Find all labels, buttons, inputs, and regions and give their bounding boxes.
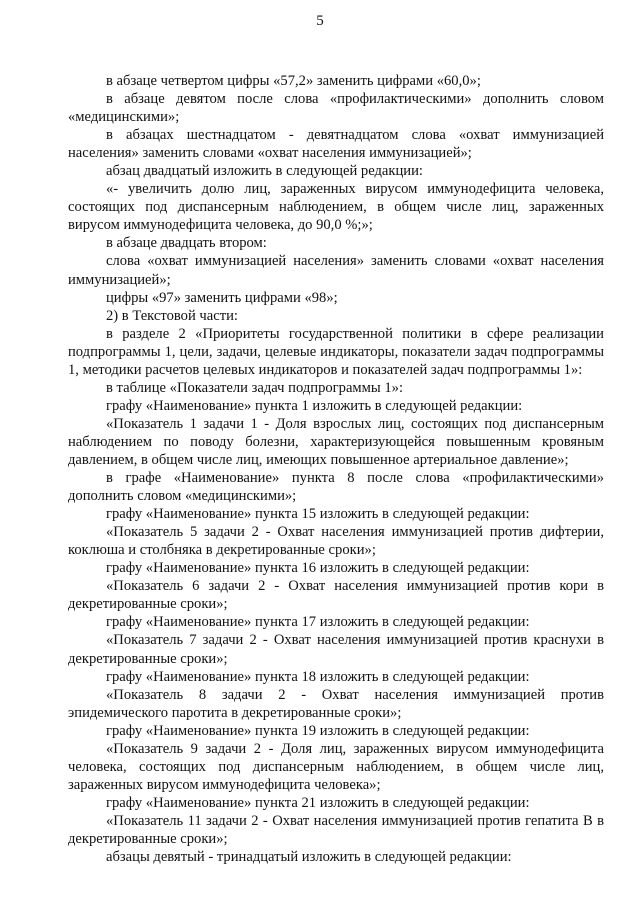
paragraph: графу «Наименование» пункта 15 изложить в следующей редакции: xyxy=(106,506,530,523)
paragraph: «Показатель 1 задачи 1 - Доля взрослых лиц, состоящих под диспансерным наблюдением по поводу болезни, характеризующейся повышенным кровяным давлением, в общем числе лиц, имеющих повышенное артериальное давление»; xyxy=(68,415,604,468)
paragraph: 2) в Текстовой части: xyxy=(106,307,238,324)
paragraph: графу «Наименование» пункта 17 изложить в следующей редакции: xyxy=(106,614,530,631)
paragraph: «Показатель 6 задачи 2 - Охват населения иммунизацией против кори в декретированные сроки»; xyxy=(68,578,604,613)
paragraph: «Показатель 7 задачи 2 - Охват населения иммунизацией против краснухи в декретированные сроки»; xyxy=(68,632,604,667)
paragraph: графу «Наименование» пункта 18 изложить в следующей редакции: xyxy=(106,668,530,685)
paragraph: «Показатель 11 задачи 2 - Охват населения иммунизацией против гепатита В в декретированные сроки»; xyxy=(68,812,604,847)
paragraph: графу «Наименование» пункта 19 изложить в следующей редакции: xyxy=(106,722,530,739)
paragraph: в таблице «Показатели задач подпрограммы 1»: xyxy=(106,379,403,396)
paragraph: «- увеличить долю лиц, зараженных вирусом иммунодефицита человека, состоящих под диспансерным наблюдением, в общем числе лиц, зараженных вирусом иммунодефицита человека, до 90,0 %;»; xyxy=(68,181,604,234)
paragraph: слова «охват иммунизацией населения» заменить словами «охват населения иммунизацией»; xyxy=(68,253,604,288)
paragraph: в разделе 2 «Приоритеты государственной политики в сфере реализации подпрограммы 1, цели, задачи, целевые индикаторы, показатели задач подпрограммы 1, методики расчетов целевых индикаторов и показателей задач подпрограммы 1»: xyxy=(68,325,604,378)
paragraph: «Показатель 8 задачи 2 - Охват населения иммунизацией против эпидемического паротита в декретированные сроки»; xyxy=(68,686,604,721)
paragraph: «Показатель 5 задачи 2 - Охват населения иммунизацией против дифтерии, коклюша и столбняка в декретированные сроки»; xyxy=(68,524,604,559)
paragraph: в абзацах шестнадцатом - девятнадцатом слова «охват иммунизацией населения» заменить словами «охват населения иммунизацией»; xyxy=(68,127,604,162)
document-body xyxy=(68,72,604,866)
paragraph: графу «Наименование» пункта 16 изложить в следующей редакции: xyxy=(106,560,530,577)
paragraph: графу «Наименование» пункта 21 изложить в следующей редакции: xyxy=(106,794,530,811)
paragraph: в абзаце девятом после слова «профилактическими» дополнить словом «медицинскими»; xyxy=(68,91,604,126)
paragraph: «Показатель 9 задачи 2 - Доля лиц, зараженных вирусом иммунодефицита человека, состоящих под диспансерным наблюдением, в общем числе лиц, зараженных вирусом иммунодефицита человека»; xyxy=(68,740,604,793)
paragraph: абзац двадцатый изложить в следующей редакции: xyxy=(106,163,423,180)
paragraph: в абзаце двадцать втором: xyxy=(106,235,267,252)
paragraph: цифры «97» заменить цифрами «98»; xyxy=(106,289,338,306)
page-number: 5 xyxy=(316,13,324,29)
paragraph: графу «Наименование» пункта 1 изложить в следующей редакции: xyxy=(106,397,523,414)
paragraph: в графе «Наименование» пункта 8 после слова «профилактическими» дополнить словом «медицинскими»; xyxy=(68,470,604,505)
paragraph: в абзаце четвертом цифры «57,2» заменить цифрами «60,0»; xyxy=(106,73,481,89)
paragraph: абзацы девятый - тринадцатый изложить в следующей редакции: xyxy=(106,849,512,866)
